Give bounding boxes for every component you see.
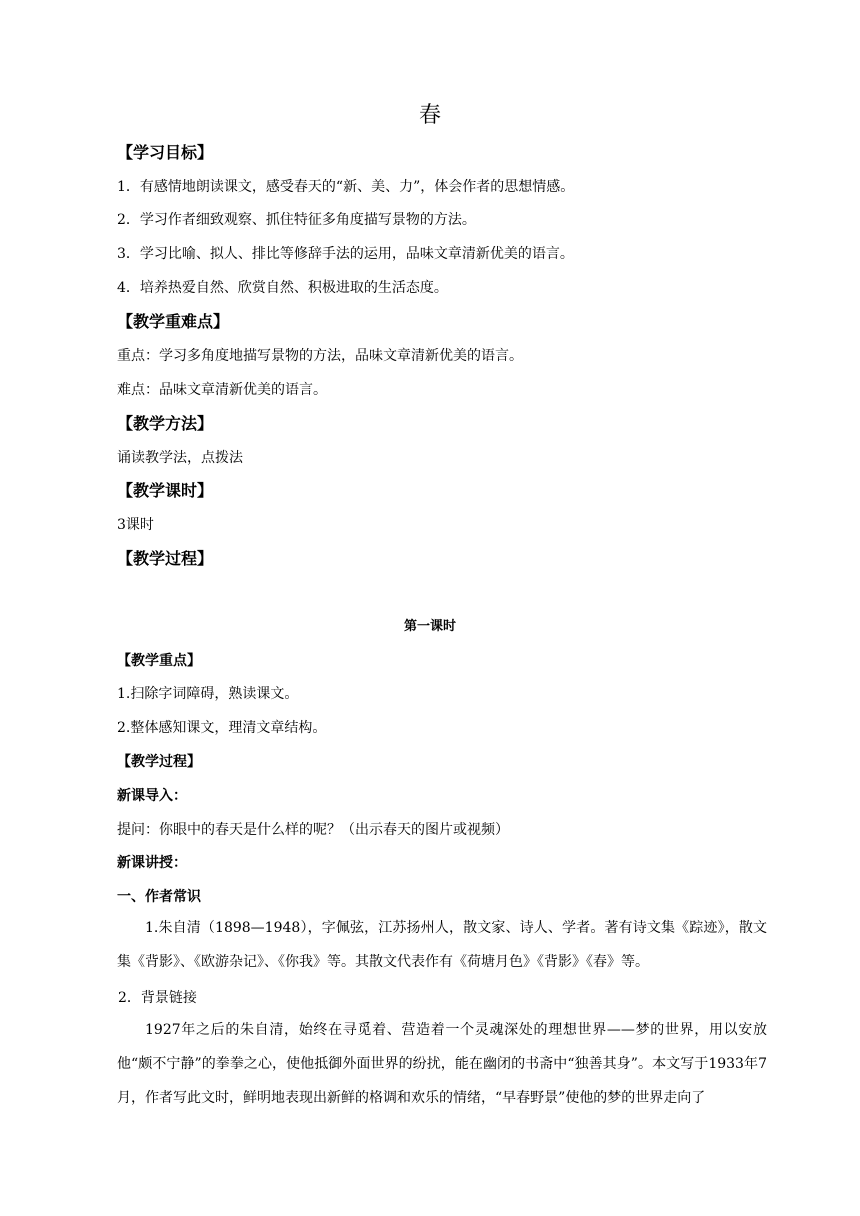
process-heading: 【教学过程】 (117, 549, 214, 568)
hours-heading: 【教学课时】 (117, 481, 214, 500)
hours-text: 3课时 (117, 517, 154, 533)
lesson-focus-item: 2.整体感知课文，理清文章结构。 (117, 720, 327, 736)
method-heading: 【教学方法】 (117, 414, 214, 433)
lesson-focus-heading: 【教学重点】 (117, 653, 201, 669)
difficult-point: 难点：品味文章清新优美的语言。 (117, 382, 327, 398)
lecture-heading: 新课讲授： (117, 855, 187, 871)
goals-heading: 【学习目标】 (117, 143, 214, 162)
background-heading: 2．背景链接 (118, 990, 197, 1006)
goal-item: 3．学习比喻、拟人、排比等修辞手法的运用，品味文章清新优美的语言。 (117, 246, 574, 262)
page-title: 春 (418, 103, 441, 128)
method-text: 诵读教学法，点拨法 (117, 450, 243, 466)
goal-item: 4．培养热爱自然、欣赏自然、积极进取的生活态度。 (117, 280, 448, 296)
author-heading: 一、作者常识 (117, 889, 201, 905)
author-paragraph: 1.朱自清（1898—1948），字佩弦，江苏扬州人，散文家、诗人、学者。著有诗文集《踪迹》，散文集《背影》、《欧游杂记》、《你我》等。其散文代表作有《荷塘月色》《背影》《春》等。 (117, 920, 767, 970)
background-paragraph: 1927年之后的朱自清，始终在寻觅着、营造着一个灵魂深处的理想世界——梦的世界，用以安放他“颇不宁静”的拳拳之心，使他抵御外面世界的纷扰，能在幽闭的书斋中“独善其身”。本文写于1933年7月，作者写此文时，鲜明地表现出新鲜的格调和欢乐的情绪，“早春野景”使他的梦的世界走向了 (117, 1022, 767, 1106)
intro-heading: 新课导入： (117, 788, 187, 804)
lesson-focus-item: 1.扫除字词障碍，熟读课文。 (117, 686, 299, 702)
intro-text: 提问：你眼中的春天是什么样的呢？（出示春天的图片或视频） (117, 822, 509, 838)
lesson-process-heading: 【教学过程】 (117, 754, 201, 770)
key-point: 重点：学习多角度地描写景物的方法，品味文章清新优美的语言。 (117, 348, 523, 364)
goal-item: 1．有感情地朗读课文，感受春天的“新、美、力”，体会作者的思想情感。 (117, 179, 575, 195)
key-points-heading: 【教学重难点】 (117, 312, 230, 331)
lesson-title: 第一课时 (403, 619, 456, 634)
goal-item: 2．学习作者细致观察、抓住特征多角度描写景物的方法。 (117, 212, 476, 228)
